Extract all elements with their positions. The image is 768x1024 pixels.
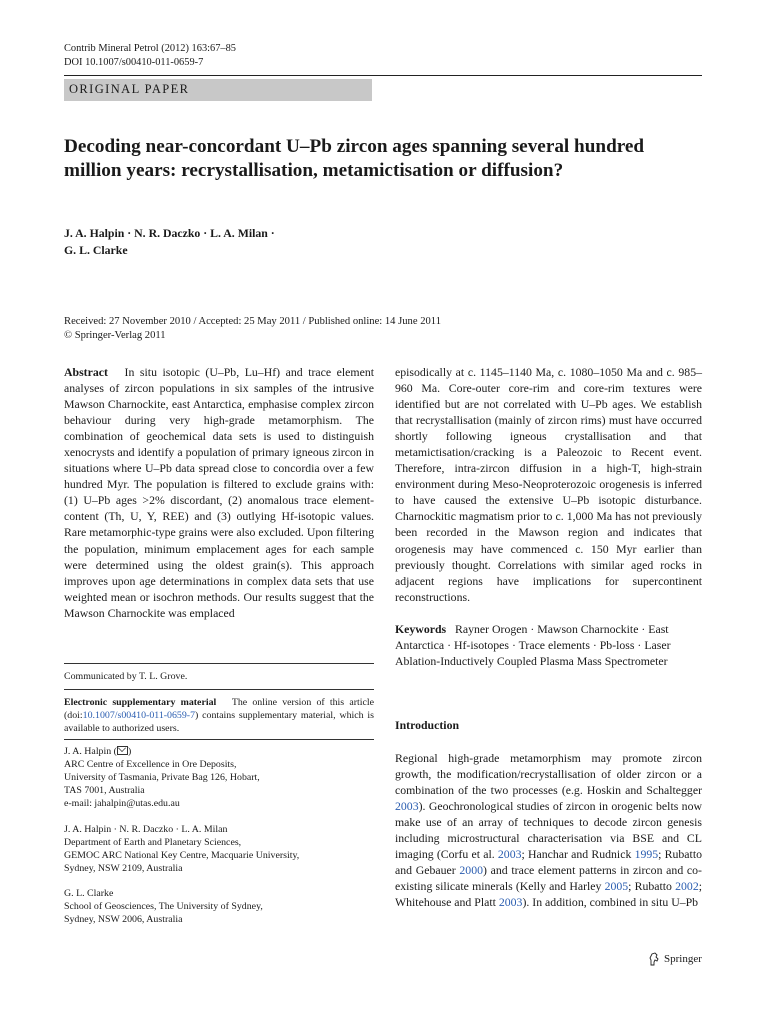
citation-link[interactable]: 2003 [497, 847, 522, 862]
footnote-rule [64, 663, 374, 664]
keywords [395, 621, 702, 669]
introduction-heading: Introduction [395, 718, 460, 732]
paper-title: Decoding near-concordant U–Pb zircon ages spanning several hundred million years: recrystallisation, metamictisation or diffusion? [64, 136, 645, 181]
abstract-column-1 [64, 364, 374, 621]
abstract-label: Abstract [64, 365, 108, 379]
affiliation-3: G. L. Clarke School of Geosciences, The University of Sydney, Sydney, NSW 2006, Australia [64, 888, 263, 926]
abstract-column-2 [395, 364, 702, 605]
authors-line-1: J. A. Halpin · N. R. Daczko · L. A. Milan · [64, 226, 275, 240]
publisher-mark [648, 952, 702, 966]
communicated-by: Communicated by T. L. Grove. [64, 671, 188, 682]
citation-link[interactable]: 2003 [498, 895, 523, 910]
keywords-text: Rayner Orogen · Mawson Charnockite · East Antarctica · Hf-isotopes · Trace elements · Pb-loss · Laser Ablation-Inductively Coupled Plasma Mass Spectrometer [395, 622, 671, 669]
esm-label: Electronic supplementary material [64, 697, 217, 708]
abstract-text-1: In situ isotopic (U–Pb, Lu–Hf) and trace element analyses of zircon populations in six samples of the intrusive Mawson Charnockite, east Antarctica, emphasise complex zircon behaviour during very high-grade metamorphism. The combination of geochemical data sets is used to distinguish xenocrysts and identify a population of primary igneous zircon in situations where U–Pb data spread close to concordia over a few hundred Myr. The population is filtered to exclude grains with: (1) U–Pb ages >2% discordant, (2) anomalous trace element-content (Th, U, Y, REE) and (3) outlying Hf-isotopic values. Rare metamorphic-type grains were also excluded. Upon filtering the population, minimum emplacement ages for each sample were determined using the oldest grain(s). This approach improves upon age determinations in complex data sets that use weighted mean or isochron methods. Our results suggest that the Mawson Charnockite was emplaced [64, 365, 374, 620]
citation-link[interactable]: 2000 [459, 863, 483, 878]
doi-line[interactable]: DOI 10.1007/s00410-011-0659-7 [64, 57, 204, 68]
keywords-label: Keywords [395, 622, 447, 636]
citation-link[interactable]: 1995 [634, 847, 659, 862]
publisher-name: Springer [664, 953, 702, 965]
paper-type-label: ORIGINAL PAPER [69, 82, 190, 96]
citation-link[interactable]: 2002 [675, 879, 699, 894]
footnote-rule-3 [64, 739, 374, 740]
affiliation-2: J. A. Halpin · N. R. Daczko · L. A. Milan Department of Earth and Planetary Sciences, GEMOC ARC National Key Centre, Macquarie University, Sydney, NSW 2109, Australia [64, 824, 300, 875]
paper-type-badge [64, 79, 372, 101]
esm-doi-link[interactable]: 10.1007/s00410-011-0659-7 [82, 710, 196, 722]
footnote-rule-2 [64, 689, 374, 690]
citation-link[interactable]: 2003 [395, 799, 419, 814]
author-email[interactable]: e-mail: jahalpin@utas.edu.au [64, 798, 180, 810]
springer-horse-icon [648, 952, 660, 966]
envelope-icon[interactable] [117, 746, 128, 755]
authors-line-2: G. L. Clarke [64, 243, 128, 257]
esm-note: Electronic supplementary material The online version of this article (doi:10.1007/s00410-011-0659-7) contains supplementary material, which is available to authorized users. [64, 697, 374, 735]
author-list [64, 225, 424, 259]
abstract-text-2: episodically at c. 1145–1140 Ma, c. 1080–1050 Ma and c. 985–960 Ma. Core-outer core-rim and core-rim textures were identified but are not correlated with U–Pb ages. We establish that recrystallisation (mainly of zircon rims) must have occurred shortly following igneous crystallisation and that metamictisation/cracking is a Paleozoic to Recent event. Therefore, intra-zircon diffusion in a high-T, high-strain environment during Meso-Neoproterozoic orogenesis is inferred to have caused the extensive U–Pb isotopic disturbance. Charnockitic magmatism prior to c. 1,000 Ma has not previously been recorded in the Mawson region and indicates that orogenesis may have commenced c. 150 Myr earlier than previously thought. Correlations with similar aged rocks in adjacent regions have implications for supercontinent reconstructions. [395, 365, 702, 604]
copyright: © Springer-Verlag 2011 [64, 330, 166, 341]
introduction-text: Regional high-grade metamorphism may promote zircon growth, the modification/recrystallisation of older zircon or a combination of the two processes (e.g. Hoskin and Schaltegger 2003). Geochronological studies of zircon in orogenic belts now make use of an array of techniques to decode zircon genesis including microstructural characterisation via BSE and CL imaging (Corfu et al. 2003; Hanchar and Rudnick 1995; Rubatto and Gebauer 2000) and trace element patterns in zircon and co-existing silicate minerals (Kelly and Harley 2005; Rubatto 2002; Whitehouse and Platt 2003). In addition, combined in situ U–Pb [395, 751, 702, 910]
publication-dates: Received: 27 November 2010 / Accepted: 25 May 2011 / Published online: 14 June 2011 [64, 316, 441, 327]
journal-citation: Contrib Mineral Petrol (2012) 163:67–85 [64, 43, 237, 54]
header-rule [64, 75, 702, 76]
citation-link[interactable]: 2005 [604, 879, 629, 894]
affiliation-1: J. A. Halpin ( ) ARC Centre of Excellence in Ore Deposits, University of Tasmania, Private Bag 126, Hobart, TAS 7001, Australia e-mail: jahalpin@utas.edu.au [64, 745, 374, 810]
